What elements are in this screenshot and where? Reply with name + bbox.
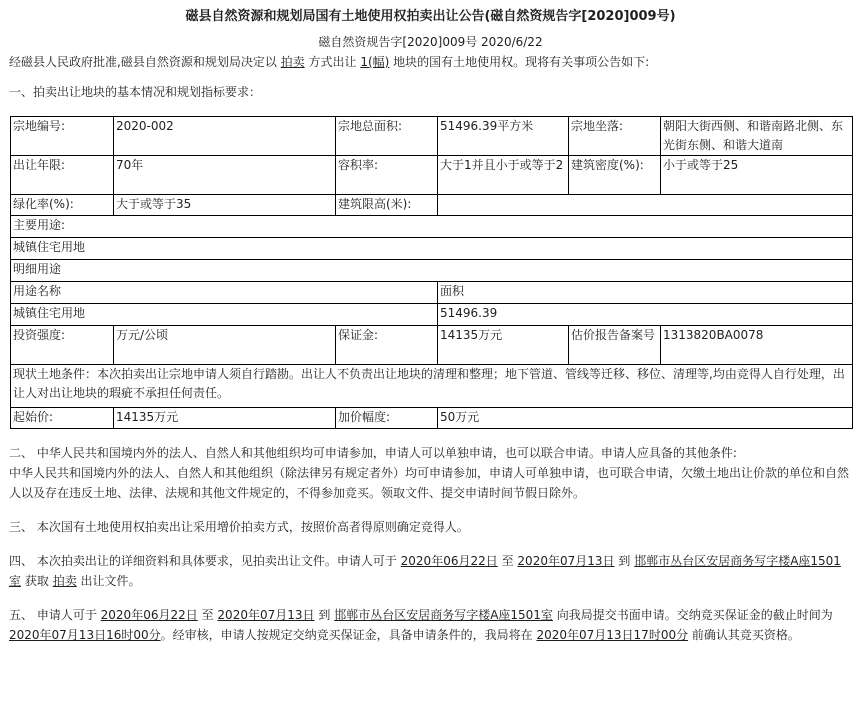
intro-method: 拍卖 bbox=[280, 55, 305, 69]
far-value: 大于1并且小于或等于2 bbox=[438, 156, 569, 195]
section-4-place: 邯郸市丛台区安居商务写字楼A座1501室 bbox=[9, 554, 841, 588]
section-5-confirm-time: 2020年07月13日17时00分 bbox=[536, 628, 689, 642]
intro-pre: 经磁县人民政府批准,磁县自然资源和规划局决定以 bbox=[9, 55, 277, 69]
area-label: 宗地总面积: bbox=[336, 117, 438, 156]
green-value: 大于或等于35 bbox=[114, 195, 336, 216]
location-label: 宗地坐落: bbox=[569, 117, 661, 156]
invest-value: 万元/公顷 bbox=[114, 326, 336, 365]
section-5-place: 邯郸市丛台区安居商务写字楼A座1501室 bbox=[334, 608, 553, 622]
table-row bbox=[11, 326, 853, 365]
start-price-value: 14135万元 bbox=[114, 408, 336, 429]
section-2-detail: 中华人民共和国境内外的法人、自然人和其他组织（除法律另有规定者外）均可申请参加，申请人可单独申请，也可联合申请，欠缴土地出让价款的单位和自然人以及存在违反土地、法律、法规和其他文件规定的，不得参加竞买。领取文件、提交申请时间节假日除外。 bbox=[9, 466, 850, 500]
section-5-deadline: 2020年07月13日16时00分 bbox=[9, 628, 161, 642]
section-3: 三、 本次国有土地使用权拍卖出让采用增价拍卖方式，按照价高者得原则确定竞得人。 bbox=[9, 520, 469, 534]
section-4-get: 获取 bbox=[24, 574, 49, 588]
intro-count: 1(幅) bbox=[360, 55, 390, 69]
section-2: 二、 中华人民共和国境内外的法人、自然人和其他组织均可申请参加，申请人可以单独申请，也可以联合申请。申请人应具备的其他条件: bbox=[9, 446, 737, 460]
section-1-heading: 一、拍卖出让地块的基本情况和规划指标要求： bbox=[9, 85, 262, 99]
section-5-mid: 向我局提交书面申请。交纳竞买保证金的截止时间为 bbox=[556, 608, 833, 622]
section-4-post: 出让文件。 bbox=[80, 574, 141, 588]
density-value: 小于或等于25 bbox=[661, 156, 853, 195]
intro-post: 地块的国有土地使用权。现将有关事项公告如下: bbox=[393, 55, 650, 69]
appraisal-label: 估价报告备案号 bbox=[569, 326, 661, 365]
section-4-pre: 四、 本次拍卖出让的详细资料和具体要求，见拍卖出让文件。申请人可于 bbox=[9, 554, 397, 568]
area-value: 51496.39平方米 bbox=[438, 117, 569, 156]
main-use-value: 城镇住宅用地 bbox=[11, 238, 853, 260]
use-name-value: 城镇住宅用地 bbox=[11, 304, 438, 326]
table-row bbox=[11, 195, 853, 216]
height-label: 建筑限高(米): bbox=[336, 195, 438, 216]
section-4 bbox=[0, 551, 861, 591]
start-price-label: 起始价: bbox=[11, 408, 114, 429]
height-value bbox=[438, 195, 853, 216]
increment-value: 50万元 bbox=[438, 408, 853, 429]
term-label: 出让年限: bbox=[11, 156, 114, 195]
far-label: 容积率: bbox=[336, 156, 438, 195]
section-4-at: 到 bbox=[618, 554, 631, 568]
section-5-at: 到 bbox=[318, 608, 331, 622]
section-4-start-date: 2020年06月22日 bbox=[400, 554, 498, 568]
document-number-date: 磁自然资规告字[2020]009号 2020/6/22 bbox=[318, 35, 543, 49]
section-4-end-date: 2020年07月13日 bbox=[517, 554, 615, 568]
area-header: 面积 bbox=[438, 282, 853, 304]
parcel-info-table bbox=[10, 116, 853, 429]
intro-paragraph bbox=[0, 52, 861, 72]
table-row bbox=[11, 260, 853, 282]
section-4-method: 拍卖 bbox=[52, 574, 77, 588]
parcel-no: 2020-002 bbox=[114, 117, 336, 156]
table-row bbox=[11, 238, 853, 260]
density-label: 建筑密度(%): bbox=[569, 156, 661, 195]
green-label: 绿化率(%): bbox=[11, 195, 114, 216]
table-row bbox=[11, 408, 853, 429]
detail-use-label: 明细用途 bbox=[11, 260, 853, 282]
table-row bbox=[11, 156, 853, 195]
section-5-start-date: 2020年06月22日 bbox=[100, 608, 198, 622]
main-use-label: 主要用途: bbox=[11, 216, 853, 238]
section-5-mid2: 。经审核，申请人按规定交纳竞买保证金，具备申请条件的，我局将在 bbox=[160, 628, 533, 642]
deposit-value: 14135万元 bbox=[438, 326, 569, 365]
table-row bbox=[11, 117, 853, 156]
intro-mid: 方式出让 bbox=[308, 55, 357, 69]
table-row bbox=[11, 216, 853, 238]
increment-label: 加价幅度: bbox=[336, 408, 438, 429]
table-row bbox=[11, 282, 853, 304]
section-5-to: 至 bbox=[201, 608, 214, 622]
use-name-header: 用途名称 bbox=[11, 282, 438, 304]
section-5-end-date: 2020年07月13日 bbox=[217, 608, 315, 622]
invest-label: 投资强度: bbox=[11, 326, 114, 365]
term-value: 70年 bbox=[114, 156, 336, 195]
table-row bbox=[11, 365, 853, 408]
section-5-pre: 五、 申请人可于 bbox=[9, 608, 97, 622]
section-5-post: 前确认其竞买资格。 bbox=[691, 628, 800, 642]
page-title: 磁县自然资源和规划局国有土地使用权拍卖出让公告(磁自然资规告字[2020]009号) bbox=[185, 9, 676, 24]
use-area-value: 51496.39 bbox=[438, 304, 853, 326]
appraisal-value: 1313820BA0078 bbox=[661, 326, 853, 365]
section-5 bbox=[0, 605, 861, 645]
deposit-label: 保证金: bbox=[336, 326, 438, 365]
table-row bbox=[11, 304, 853, 326]
land-status: 现状土地条件：本次拍卖出让宗地申请人须自行踏勘。出让人不负责出让地块的清理和整理；地下管道、管线等迁移、移位、清理等,均由竞得人自行处理，出让人对出让地块的瑕疵不承担任何责任。 bbox=[11, 365, 853, 408]
section-4-to: 至 bbox=[501, 554, 514, 568]
location-value: 朝阳大街西侧、和谐南路北侧、东光街东侧、和谐大道南 bbox=[661, 117, 853, 156]
parcel-no-label: 宗地编号: bbox=[11, 117, 114, 156]
